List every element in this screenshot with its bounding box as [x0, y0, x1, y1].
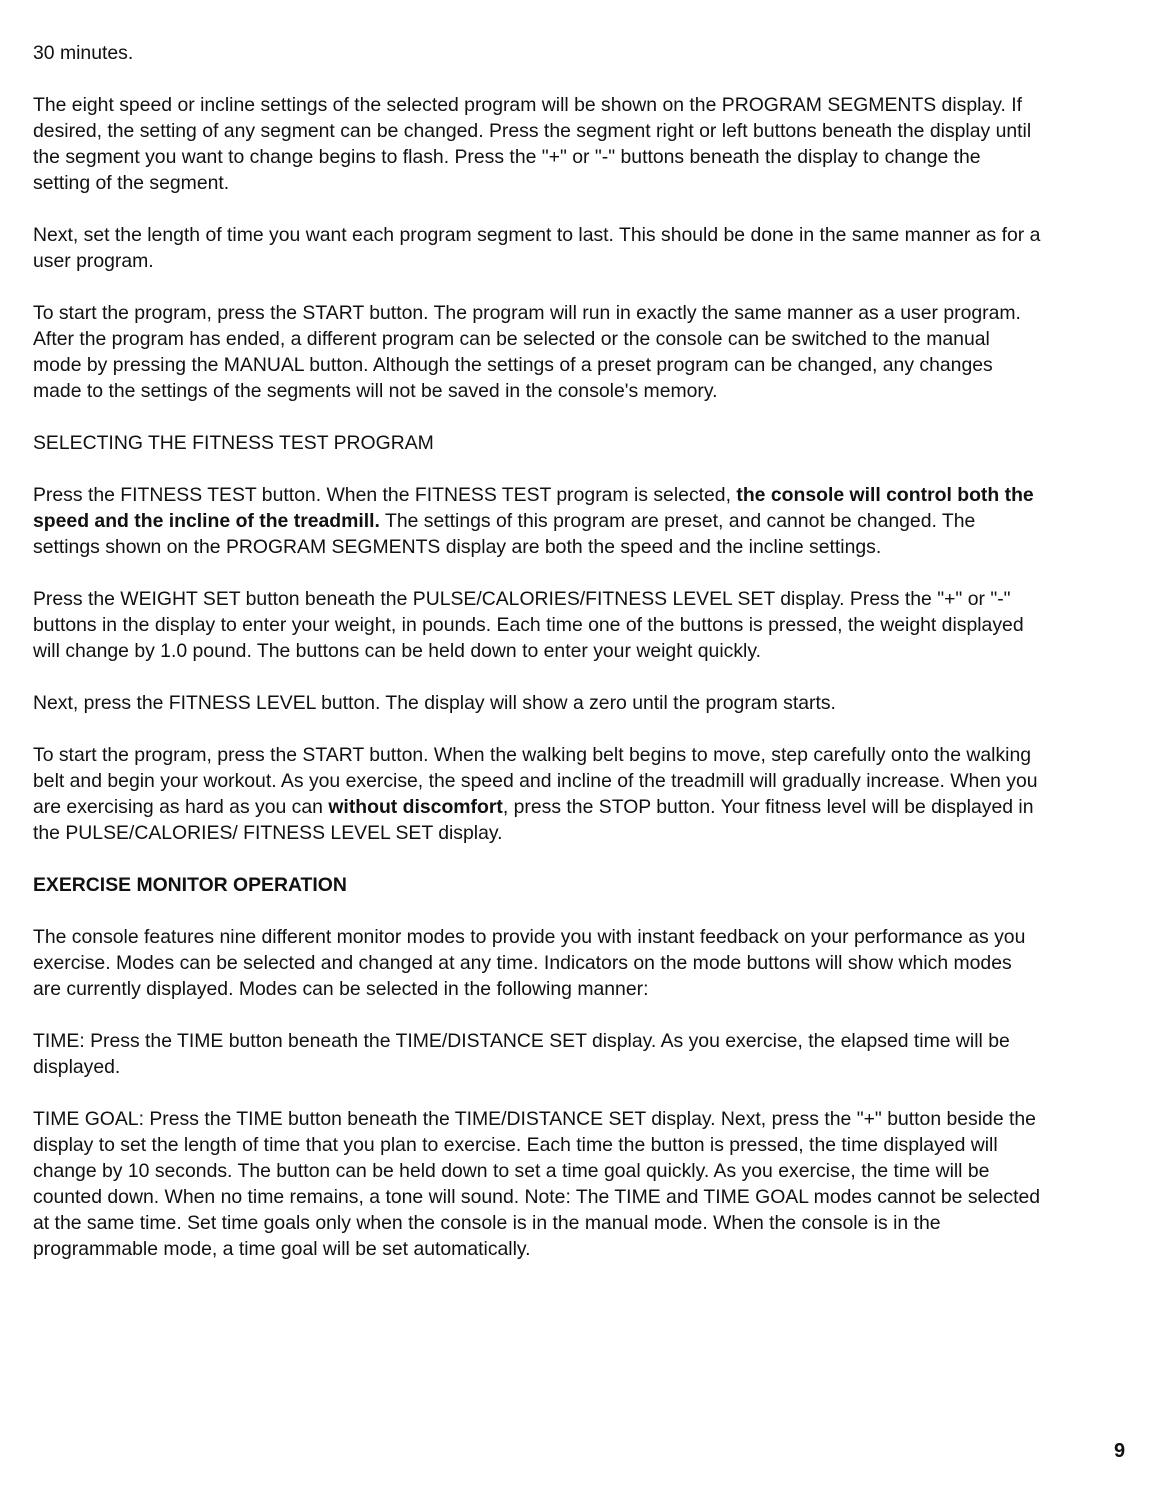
text-run-bold: the console will control both the speed and the incline of the treadmill. — [33, 484, 1034, 532]
text-run: To start the program, press the START button. When the walking belt begins to move, step carefully onto the walking belt and begin your workout. As you exercise, the speed and incline of the treadmill will gradually increase. When you are exercising as hard as you can — [33, 744, 1038, 818]
heading-exercise-monitor: EXERCISE MONITOR OPERATION — [33, 874, 347, 896]
text-run: Press the FITNESS TEST button. When the FITNESS TEST program is selected, — [33, 484, 737, 506]
text-run-bold: without discomfort — [328, 796, 503, 818]
paragraph-segment-length: Next, set the length of time you want each program segment to last. This should be done in the same manner as for a user program. — [33, 224, 1041, 272]
paragraph-start-fitness-test — [33, 742, 1043, 846]
page-number: 9 — [1114, 1440, 1126, 1462]
text-run: , press the STOP button. Your fitness level will be displayed in the PULSE/CALORIES/ FITNESS LEVEL SET display. — [33, 796, 1034, 844]
document-page — [33, 40, 1043, 1288]
paragraph-fitness-level: Next, press the FITNESS LEVEL button. The display will show a zero until the program starts. — [33, 692, 836, 714]
heading-fitness-test: SELECTING THE FITNESS TEST PROGRAM — [33, 432, 434, 454]
paragraph-fitness-test-button — [33, 482, 1043, 560]
paragraph-monitor-modes: The console features nine different monitor modes to provide you with instant feedback on your performance as you exercise. Modes can be selected and changed at any time. Indicators on the mode buttons will show which modes are currently displayed. Modes can be selected in the following manner: — [33, 926, 1026, 1000]
paragraph-intro-continuation: 30 minutes. — [33, 42, 134, 64]
paragraph-weight-set: Press the WEIGHT SET button beneath the PULSE/CALORIES/FITNESS LEVEL SET display. Press the "+" or "-" buttons in the display to enter your weight, in pounds. Each time one of the buttons is pressed, the weight displayed will change by 1.0 pound. The buttons can be held down to enter your weight quickly. — [33, 588, 1024, 662]
paragraph-start-preset-program: To start the program, press the START button. The program will run in exactly the same manner as a user program. After the program has ended, a different program can be selected or the console can be switched to the manual mode by pressing the MANUAL button. Although the settings of a preset program can be changed, any changes made to the settings of the segments will not be saved in the console's memory. — [33, 302, 1021, 402]
text-run: The settings of this program are preset, and cannot be changed. The settings shown on the PROGRAM SEGMENTS display are both the speed and the incline settings. — [33, 510, 976, 558]
paragraph-time-goal-mode: TIME GOAL: Press the TIME button beneath the TIME/DISTANCE SET display. Next, press the "+" button beside the display to set the length of time that you plan to exercise. Each time the button is pressed, the time displayed will change by 10 seconds. The button can be held down to set a time goal quickly. As you exercise, the time will be counted down. When no time remains, a tone will sound. Note: The TIME and TIME GOAL modes cannot be selected at the same time. Set time goals only when the console is in the manual mode. When the console is in the programmable mode, a time goal will be set automatically. — [33, 1108, 1041, 1260]
paragraph-program-segments: The eight speed or incline settings of the selected program will be shown on the PROGRAM SEGMENTS display. If desired, the setting of any segment can be changed. Press the segment right or left buttons beneath the display until the segment you want to change begins to flash. Press the "+" or "-" buttons beneath the display to change the setting of the segment. — [33, 94, 1032, 194]
paragraph-time-mode: TIME: Press the TIME button beneath the TIME/DISTANCE SET display. As you exercise, the elapsed time will be displayed. — [33, 1030, 1010, 1078]
